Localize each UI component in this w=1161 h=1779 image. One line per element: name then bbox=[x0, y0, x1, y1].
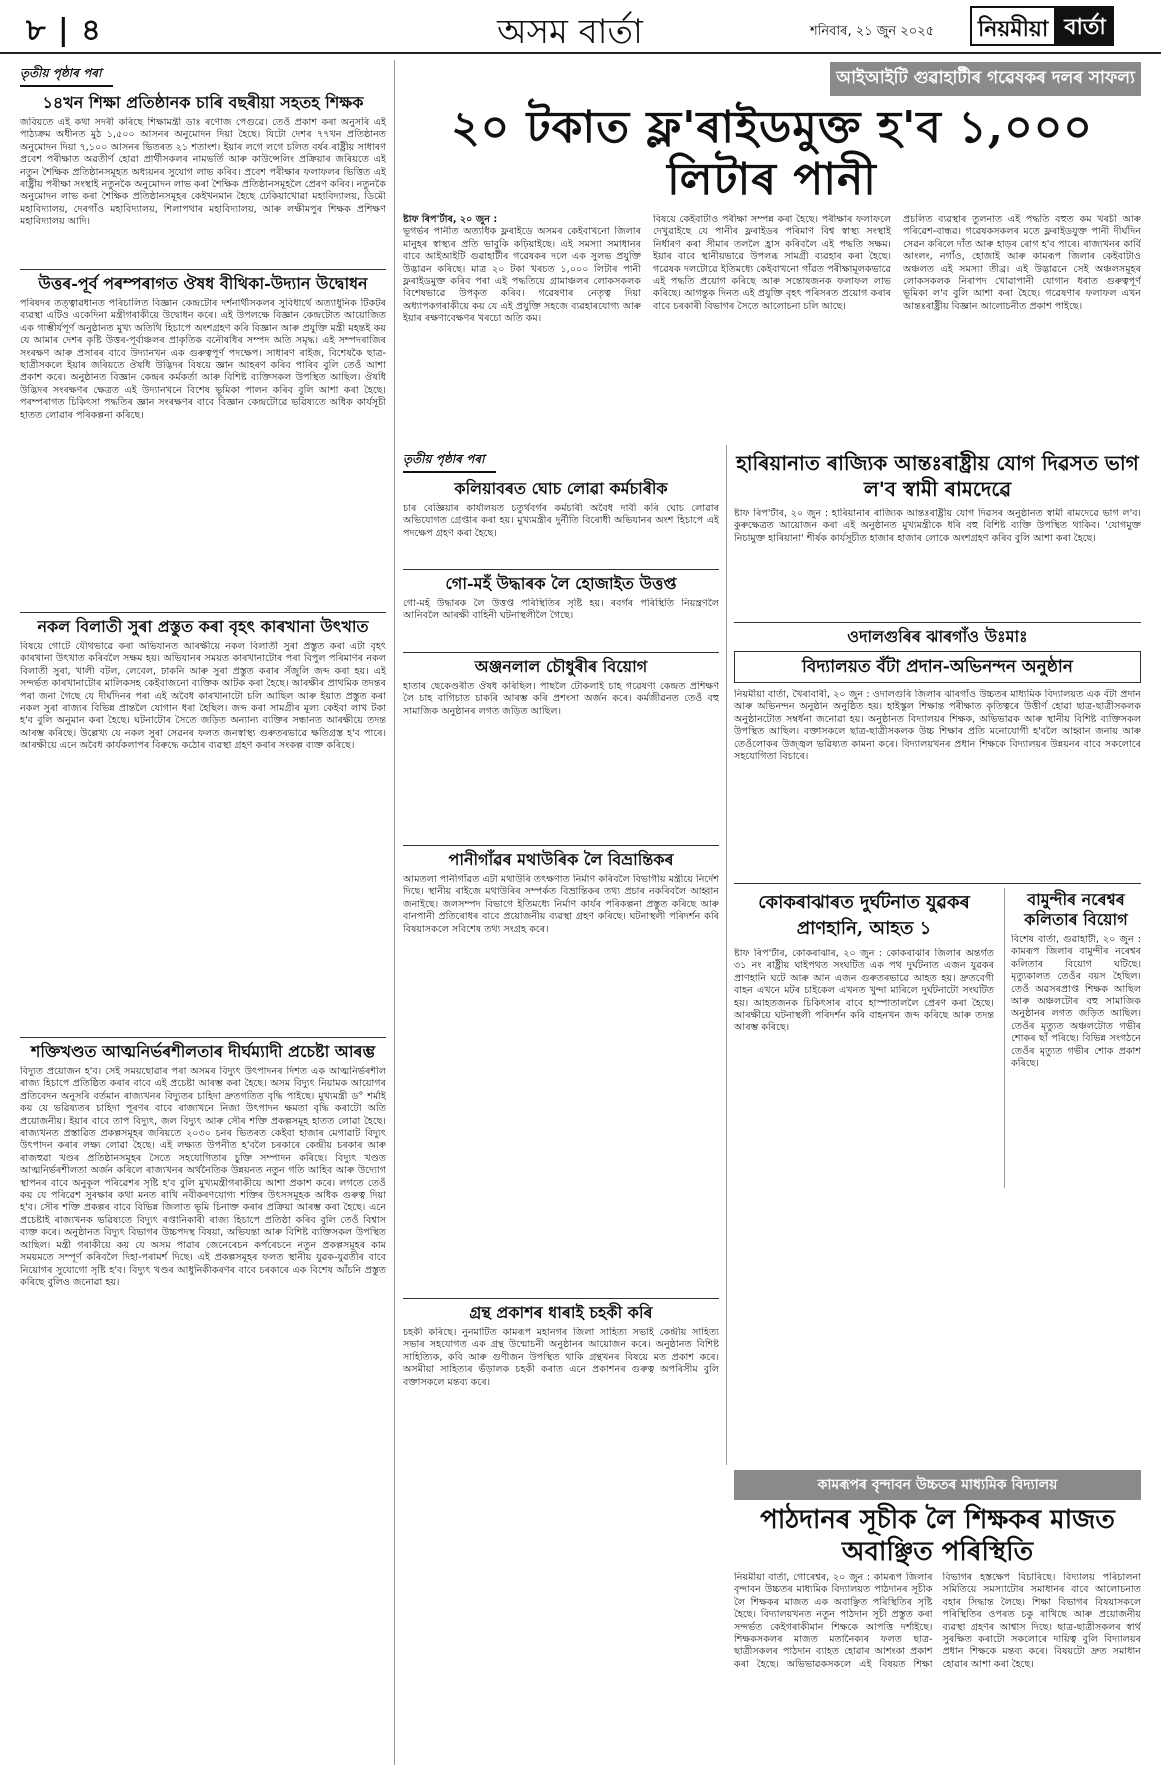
lead-story bbox=[403, 62, 1141, 442]
article-headline: গ্ৰন্থ প্ৰকাশৰ ধাৰাই চহকী কৰি bbox=[469, 1303, 653, 1322]
lead-headline: ২০ টকাত ফ্ল'ৰাইডমুক্ত হ'ব ১,০০০ লিটাৰ পানী bbox=[451, 102, 1093, 205]
lead-kicker: আইআইটি গুৱাহাটীৰ গৱেষকৰ দলৰ সাফল্য bbox=[830, 62, 1141, 96]
middle-column bbox=[403, 448, 719, 1763]
article-headline: হাৰিয়ানাত ৰাজ্যিক আন্তঃৰাষ্ট্ৰীয় যোগ দিৱসত ভাগ ল'ব স্বামী ৰামদেৱে bbox=[736, 451, 1139, 501]
article-body: বিষয়ে কেইবাটাও পৰীক্ষা সম্পন্ন কৰা হৈছে। পৰীক্ষাৰ ফলাফলে দেখুৱাইছে যে পানীৰ ফ্লৰাইডৰ পৰিমাণ বিশ্ব স্বাস্থ্য সংস্থাই নিৰ্ধাৰণ কৰা সীমাৰ তললৈ হ্ৰাস কৰিবলৈ এই পদ্ধতি সক্ষম। ইয়াৰ বাবে স্থানীয়ভাৱে উপলব্ধ সামগ্ৰী ব্যৱহাৰ কৰা হৈছে। গৱেষক দলটোৱে ইতিমধ্যে কেইবাখনো গাঁৱত পৰীক্ষামূলকভাৱে এই পদ্ধতি প্ৰয়োগ কৰিছে আৰু সন্তোষজনক ফলাফল লাভ কৰিছে। আগন্তুক দিনত এই প্ৰযুক্তি বৃহৎ পৰিসৰত প্ৰয়োগ কৰাৰ বাবে চৰকাৰী বিভাগৰ সৈতে আলোচনা চলি আছে। bbox=[653, 214, 891, 312]
article-body: চাৰ বেজ্ঞিয়াৰ কাৰ্যালয়ত চতুৰ্থবৰ্গৰ কৰ্মচাৰী অবৈধ দাবী কৰি ঘোচ লোৱাৰ অভিযোগত গ্ৰেপ্তাৰ কৰা হয়। মুখ্যমন্ত্ৰীৰ দুৰ্নীতি বিৰোধী অভিযানৰ অংশ হিচাপে এই পদক্ষেপ গ্ৰহণ কৰা হৈছে। bbox=[403, 503, 719, 539]
column-divider bbox=[394, 60, 395, 1765]
article-headline: ওদালগুৰিৰ ঝাৰগাঁও উঃমাঃ bbox=[847, 627, 1028, 646]
continued-label: তৃতীয় পৃষ্ঠাৰ পৰা bbox=[403, 451, 496, 473]
article-headline: উত্তৰ-পূৰ্ব পৰম্পৰাগত ঔষধ বীথিকা-উদ্যান উদ্বোধন bbox=[38, 274, 368, 293]
right-column bbox=[734, 448, 1141, 1468]
masthead bbox=[0, 0, 1161, 54]
issue-date: শনিবাৰ, ২১ জুন ২০২৫ bbox=[810, 24, 935, 39]
article-headline: পাঠদানৰ সূচীক লৈ শিক্ষকৰ মাজত অবাঞ্ছিত পৰিস্থিতি bbox=[760, 1505, 1115, 1567]
column-divider bbox=[726, 445, 727, 1465]
article-body: নিয়মীয়া বাৰ্তা, গোৰেশ্বৰ, ২০ জুন : কামৰূপ জিলাৰ বৃন্দাবন উচ্চতৰ মাধ্যমিক বিদ্যালয়ত পাঠদানৰ সূচীক লৈ শিক্ষকৰ মাজত এক অবাঞ্ছিত পৰিস্থিতিৰ সৃষ্টি হৈছে। বিদ্যালয়খনত নতুন পাঠদান সূচী প্ৰস্তুত কৰা সন্দৰ্ভত কেইগৰাকীমান শিক্ষকে আপত্তি দৰ্শাইছে। শিক্ষকসকলৰ মাজত মতানৈক্যৰ ফলত ছাত্ৰ-ছাত্ৰীসকলৰ পাঠদান ব্যাহত হোৱাৰ আশংকা প্ৰকাশ কৰা হৈছে। অভিভাৱকসকলে এই বিষয়ত শিক্ষা বিভাগৰ হস্তক্ষেপ বিচাৰিছে। বিদ্যালয় পৰিচালনা সমিতিয়ে সমস্যাটোৰ সমাধানৰ বাবে আলোচনাত বহাৰ সিদ্ধান্ত লৈছে। শিক্ষা বিভাগৰ বিষয়াসকলে পৰিস্থিতিৰ ওপৰত চকু ৰাখিছে আৰু প্ৰয়োজনীয় ব্যৱস্থা গ্ৰহণৰ আশ্বাস দিছে। ছাত্ৰ-ছাত্ৰীসকলৰ স্বাৰ্থ সুৰক্ষিত কৰাটো সকলোৰে দায়িত্ব বুলি বিদ্যালয়ৰ প্ৰধান শিক্ষকে মন্তব্য কৰে। বিষয়টো দ্ৰুত সমাধান হোৱাৰ আশা কৰা হৈছে। bbox=[734, 1572, 1141, 1670]
article-headline: ১৪খন শিক্ষা প্ৰতিষ্ঠানক চাৰি বছৰীয়া সহতহ শিক্ষক bbox=[42, 93, 364, 112]
article-body: প্ৰচলিত ব্যৱস্থাৰ তুলনাত এই পদ্ধতি বহুত কম খৰচী আৰু পৰিৱেশ-বান্ধৱ। গৱেষকসকলৰ মতে ফ্লৰাইডযুক্ত পানী দীৰ্ঘদিন সেৱন কৰিলে দাঁত আৰু হাড়ৰ ৰোগ হ'ব পাৰে। ৰাজ্যখনৰ কাৰ্বি আংলং, নগাঁও, হোজাই আৰু কামৰূপ জিলাৰ কেইবাটাও অঞ্চলত এই সমস্যা তীব্ৰ। এই উদ্ভাৱনে সেই অঞ্চলসমূহৰ লোকসকলক নিৰাপদ খোৱাপানী যোগান ধৰাত গুৰুত্বপূৰ্ণ ভূমিকা ল'ব বুলি আশা কৰা হৈছে। গৱেষণাৰ ফলাফল এখন আন্তঃৰাষ্ট্ৰীয় বিজ্ঞান আলোচনীত প্ৰকাশ পাইছে। bbox=[903, 214, 1141, 312]
story-kicker: কামৰূপৰ বৃন্দাবন উচ্চতৰ মাধ্যমিক বিদ্যালয় bbox=[734, 1470, 1141, 1500]
article-headline: নকল বিলাতী সুৰা প্ৰস্তুত কৰা বৃহৎ কাৰখানা উৎখাত bbox=[37, 617, 369, 636]
page-number: ৮ | ৪ bbox=[26, 13, 102, 48]
bottom-right-story bbox=[734, 1470, 1141, 1765]
article-body: জবিয়তে এই কথা সদৰী কৰিছে শিক্ষামন্ত্ৰী ডাঃ ৰণোজ পেগুৱে। তেওঁ প্ৰকাশ কৰা অনুসৰি এই পাঠ্যক্ৰম অধীনত মুঠ ১,৫০০ আসনৰ অনুমোদন দিয়া হৈছে। যিটো দেশৰ ৭৭খন প্ৰতিষ্ঠানত অনুমোদন দিয়া ৭,১০০ আসনৰ ভিতৰত ২১ শতাংশ। ইয়াৰ লগে লগে চলিত বৰ্ষৰ ৰাষ্ট্ৰীয় সাধাৰণ প্ৰবেশ পৰীক্ষাত অৱতীৰ্ণ হোৱা প্ৰাৰ্থীসকলৰ নামভৰ্তি আৰু কাউন্সেলিং প্ৰক্ৰিয়াৰ জৰিয়তে এই নতুন শৈক্ষিক প্ৰতিষ্ঠানসমূহত অধ্যয়নৰ সুযোগ লাভ কৰিব। প্ৰবেশ পৰীক্ষাৰ ফলাফলৰ ভিত্তিত এই ৰাষ্ট্ৰীয় পৰীক্ষা সংস্থাই নতুনকৈ অনুমোদন লাভ কৰা শৈক্ষিক প্ৰতিষ্ঠানসমূহলৈ প্ৰেৰণ কৰিব। নতুনকৈ অনুমোদন লাভ কৰা শৈক্ষিক প্ৰতিষ্ঠানসমূহৰ কেইখনমান হৈছে ঢেকিয়াখোৱা মহাবিদ্যালয়, ডিমৌ মহাবিদ্যালয়, দেৰগাঁও মহাবিদ্যালয়, শিলাপথাৰ মহাবিদ্যালয়, আৰু লক্ষীমপুৰ শিক্ষক প্ৰশিক্ষণ মহাবিদ্যালয় আদি। bbox=[20, 117, 386, 228]
article-body: পৰিষদৰ তত্ত্বাৱধানত পৰিচালিত বিজ্ঞান কেন্দ্ৰটোৰ দৰ্শনাৰ্থীসকলৰ সুবিধাৰ্থে অত্যাধুনিক টিকটৰ ব্যৱস্থা এটিও একেদিনা মন্ত্ৰীগৰাকীয়ে উদ্বোধন কৰে। এই উপলক্ষে বিজ্ঞান কেন্দ্ৰটোত আয়োজিত এক গাম্ভীৰ্যপূৰ্ণ অনুষ্ঠানত মুখ্য অতিথি হিচাপে অংশগ্ৰহণ কৰি বিজ্ঞান আৰু প্ৰযুক্তি মন্ত্ৰী মহন্তই কয় যে আমাৰ দেশৰ কৃষ্টি উত্তৰ-পূৰ্বাঞ্চলৰ প্ৰাকৃতিক বনৌষধিৰ সম্পদ অতি সমৃদ্ধ। এই সম্পদৰাজিৰ সংৰক্ষণ আৰু প্ৰসাৰৰ বাবে উদ্যানখন এক গুৰুত্বপূৰ্ণ পদক্ষেপ। সাধাৰণ ৰাইজ, বিশেষকৈ ছাত্ৰ-ছাত্ৰীসকলে ইয়াৰ জৰিয়তে ঔষধি উদ্ভিদৰ বিষয়ে জ্ঞান আহৰণ কৰিব পাৰিব বুলি তেওঁ আশা প্ৰকাশ কৰে। অনুষ্ঠানত বিজ্ঞান কেন্দ্ৰৰ কৰ্মকৰ্তা আৰু বিশিষ্ট ব্যক্তিসকল উপস্থিত আছিল। ঔষধি উদ্ভিদৰ সংৰক্ষণৰ ক্ষেত্ৰত এই উদ্যানখনে বিশেষ ভূমিকা পালন কৰিব বুলি আশা কৰা হৈছে। পৰম্পৰাগত চিকিৎসা পদ্ধতিৰ জ্ঞান সংৰক্ষণৰ বাবে বিজ্ঞান কেন্দ্ৰটোৱে ভৱিষ্যতে অধিক কাৰ্যসূচী হাতত লোৱাৰ পৰিকল্পনা কৰিছে। bbox=[20, 298, 386, 421]
article-body: গো-মহঁ উদ্ধাৰক লৈ উত্তপ্ত পৰিস্থিতিৰ সৃষ্টি হয়। ৰবৰ্গৰ পৰিস্থিতি নিয়ন্ত্ৰণলৈ আনিবলৈ আৰক্ষী বাহিনী ঘটনাস্থলীলৈ গৈছে। bbox=[403, 598, 719, 622]
left-column bbox=[20, 62, 386, 1767]
article-body: হাতাৰ ছেকেণ্ডৰীত ঔষধ কৰিছিল। পাছলৈ টোকলাই চাহ গৱেষণা কেন্দ্ৰত প্ৰশিক্ষণ লৈ চাহ বাগিচাত চাকৰি আৰম্ভ কৰি প্ৰশংসা অৰ্জন কৰে। কৰ্মজীৱনত তেওঁ বহু সামাজিক অনুষ্ঠানৰ লগত জড়িত আছিল। bbox=[403, 681, 719, 717]
article-body: চহকী কৰিছে। নুনমাটিত কামৰূপ মহানগৰ জিলা সাহিত্য সভাই কেন্দ্ৰীয় সাহিত্য সভাৰ সহযোগত এক গ্ৰন্থ উন্মোচনী অনুষ্ঠানৰ আয়োজন কৰে। অনুষ্ঠানত বিশিষ্ট সাহিত্যিক, কবি আৰু গুণীজন উপস্থিত থাকি গ্ৰন্থখনৰ বিষয়ে মত প্ৰকাশ কৰে। অসমীয়া সাহিত্যৰ ভঁড়ালক চহকী কৰাত এনে প্ৰকাশনৰ গুৰুত্ব অপৰিসীম বুলি বক্তাসকলে মন্তব্য কৰে। bbox=[403, 1327, 719, 1388]
article-headline: অঞ্জনলাল চৌধুৰীৰ বিয়োগ bbox=[474, 657, 648, 676]
section-title: অসম বাৰ্তা bbox=[497, 12, 643, 52]
article-subheadline: বিদ্যালয়ত বঁটা প্ৰদান-অভিনন্দন অনুষ্ঠান bbox=[734, 651, 1141, 683]
article-headline: কোকৰাঝাৰত দুৰ্ঘটনাত যুৱকৰ প্ৰাণহানি, আহত ১ bbox=[758, 892, 970, 939]
article-headline: শক্তিখণ্ডত আত্মনিৰ্ভৰশীলতাৰ দীৰ্ঘম্যাদী প্ৰচেষ্টা আৰম্ভ bbox=[30, 1042, 376, 1061]
logo-part-2: বাৰ্তা bbox=[1056, 6, 1114, 46]
continued-label: তৃতীয় পৃষ্ঠাৰ পৰা bbox=[20, 65, 113, 87]
article-body: ষ্টাফ ৰিপ'ৰ্টাৰ, কোকৰাঝাৰ, ২০ জুন : কোকৰাঝাৰ জিলাৰ অন্তৰ্গত ৩১ নং ৰাষ্ট্ৰীয় ঘাইপথত সংঘটিত এক পথ দুৰ্ঘটনাত এজন যুৱকৰ প্ৰাণহানি ঘটে আৰু আন এজন গুৰুতৰভাৱে আহত হয়। দ্ৰুতবেগী বাহন এখনে মটৰ চাইকেল এখনত খুন্দা মাৰিলে দুৰ্ঘটনাটো সংঘটিত হয়। আহতজনক চিকিৎসাৰ বাবে হাস্পাতাললৈ প্ৰেৰণ কৰা হৈছে। আৰক্ষীয়ে ঘটনাস্থলী পৰিদৰ্শন কৰি বাহনখন জব্দ কৰিছে আৰু তদন্ত আৰম্ভ কৰিছে। bbox=[734, 948, 994, 1034]
article-body: ষ্টাফ ৰিপ'ৰ্টাৰ, ২০ জুন : হাৰিয়ানাৰ ৰাজ্যিক আন্তঃৰাষ্ট্ৰীয় যোগ দিৱসৰ অনুষ্ঠানত স্বামী ৰামদেৱে ভাগ ল'ব। কুৰুক্ষেত্ৰত আয়োজন কৰা এই অনুষ্ঠানত মুখ্যমন্ত্ৰীকে ধৰি বহু বিশিষ্ট ব্যক্তি উপস্থিত থাকিব। 'যোগমুক্ত নিচামুক্ত হাৰিয়ানা' শীৰ্ষক কাৰ্যসূচীত হাজাৰ হাজাৰ লোকে অংশগ্ৰহণ কৰিব বুলি আশা কৰা হৈছে। bbox=[734, 508, 1141, 544]
article-headline: পানীগাঁৱৰ মথাউৰিক লৈ বিভ্ৰান্তিকৰ bbox=[448, 850, 674, 869]
article-headline: কলিয়াবৰত ঘোচ লোৱা কৰ্মচাৰীক bbox=[454, 479, 668, 498]
lead-byline: ষ্টাফ ৰিপ'ৰ্টাৰ, ২০ জুন : bbox=[403, 214, 498, 225]
article-body: আমতলা পানীগাঁৱত এটা মথাউৰি তৎক্ষণাত নিৰ্মাণ কৰিবলৈ বিভাগীয় মন্ত্ৰীয়ে নিৰ্দেশ দিছে। স্থানীয় ৰাইজে মথাউৰিৰ সম্পৰ্কত বিভ্ৰান্তিকৰ তথ্য প্ৰচাৰ নকৰিবলৈ আহ্বান জনাইছে। জলসম্পদ বিভাগে ইতিমধ্যে নিৰ্মাণ কাৰ্যৰ পৰিকল্পনা প্ৰস্তুত কৰিছে আৰু বানপানী প্ৰতিৰোধৰ বাবে প্ৰয়োজনীয় ব্যৱস্থা গ্ৰহণ কৰিছে। ঘটনাস্থলী পৰিদৰ্শন কৰি বিষয়াসকলে সবিশেষ তথ্য সংগ্ৰহ কৰে। bbox=[403, 874, 719, 935]
article-body: ভূগৰ্ভৰ পানীত অত্যধিক ফ্লৰাইডে অসমৰ কেইবাখনো জিলাৰ মানুহৰ স্বাস্থ্যৰ প্ৰতি ভাবুকি কঢ়িয়াইছে। এই সমস্যা সমাধানৰ বাবে আইআইটি গুৱাহাটীৰ গৱেষকৰ দলে এক সুলভ প্ৰযুক্তি উদ্ভাৱন কৰিছে। মাত্ৰ ২০ টকা খৰচত ১,০০০ লিটাৰ পানী ফ্লৰাইডমুক্ত কৰিব পৰা এই পদ্ধতিয়ে গ্ৰামাঞ্চলৰ লোকসকলক বিশেষভাৱে উপকৃত কৰিব। গৱেষণাৰ নেতৃত্ব দিয়া অধ্যাপকগৰাকীয়ে কয় যে এই প্ৰযুক্তি সহজে ব্যৱহাৰযোগ্য আৰু ইয়াৰ ৰক্ষণাবেক্ষণৰ খৰচো অতি কম। bbox=[403, 226, 641, 325]
newspaper-logo bbox=[970, 6, 1114, 46]
article-headline: গো-মহঁ উদ্ধাৰক লৈ হোজাইত উত্তপ্ত bbox=[445, 574, 677, 593]
article-body: বিশেষ বাৰ্তা, গুৱাহাটী, ২০ জুন : কামৰূপ জিলাৰ বামুন্দীৰ নৰেশ্বৰ কলিতাৰ বিয়োগ ঘটিছে। মৃত্যুকালত তেওঁৰ বয়স হৈছিল। তেওঁ অৱসৰপ্ৰাপ্ত শিক্ষক আছিল আৰু অঞ্চলটোৰ বহু সামাজিক অনুষ্ঠানৰ লগত জড়িত আছিল। তেওঁৰ মৃত্যুত অঞ্চলটোত গভীৰ শোকৰ ছাঁ পৰিছে। বিভিন্ন সংগঠনে তেওঁৰ মৃত্যুত গভীৰ শোক প্ৰকাশ কৰিছে। bbox=[1011, 934, 1141, 1070]
article-headline: বামুন্দীৰ নৰেশ্বৰ কলিতাৰ বিয়োগ bbox=[1024, 890, 1128, 929]
article-body: নিয়মীয়া বাৰ্তা, খৈৰাবাৰী, ২০ জুন : ওদালগুৰি জিলাৰ ঝাৰগাঁও উচ্চতৰ মাধ্যমিক বিদ্যালয়ত এক বঁটা প্ৰদান আৰু অভিনন্দন অনুষ্ঠান অনুষ্ঠিত হয়। হাইস্কুল শিক্ষান্ত পৰীক্ষাত কৃতিত্বৰে উত্তীৰ্ণ হোৱা ছাত্ৰ-ছাত্ৰীসকলক অনুষ্ঠানটোত সম্বৰ্ধনা জনোৱা হয়। অনুষ্ঠানত বিদ্যালয়ৰ শিক্ষক, অভিভাৱক আৰু স্থানীয় বিশিষ্ট ব্যক্তিসকল উপস্থিত আছিল। বক্তাসকলে ছাত্ৰ-ছাত্ৰীসকলক উচ্চ শিক্ষাৰ প্ৰতি মনোযোগী হ'বলৈ আহ্বান জনায় আৰু তেওঁলোকৰ উজ্জ্বল ভৱিষ্যত কামনা কৰে। বিদ্যালয়খনৰ প্ৰধান শিক্ষকে বিদ্যালয়ৰ উন্নয়নৰ বাবে সকলোৰে সহযোগিতা বিচাৰে। bbox=[734, 689, 1141, 763]
article-body: বিষয়ে গোটে যৌথভাৱে কৰা অভিযানত আৰক্ষীয়ে নকল বিলাতী সুৰা প্ৰস্তুত কৰা এটা বৃহৎ কাৰখানা উৎখাত কৰিবলৈ সক্ষম হয়। অভিযানৰ সময়ত কাৰখানাটোৰ পৰা বিপুল পৰিমাণৰ নকল বিলাতী সুৰা, খালী বটল, লেবেল, ঢাকনি আৰু সুৰা প্ৰস্তুত কৰাৰ সঁজুলি জব্দ কৰা হয়। এই সন্দৰ্ভত কাৰখানাটোৰ মালিকসহ কেইবাজনো ব্যক্তিক আটক কৰা হৈছে। আৰক্ষীৰ প্ৰাথমিক তদন্তৰ পৰা জনা গৈছে যে দীৰ্ঘদিনৰ পৰা এই অবৈধ কাৰখানাটো চলি আছিল আৰু ইয়াত প্ৰস্তুত কৰা নকল সুৰা ৰাজ্যৰ বিভিন্ন প্ৰান্তলৈ যোগান ধৰা হৈছিল। জব্দ কৰা সামগ্ৰীৰ মূল্য কেইবা লাখ টকা হ'ব বুলি অনুমান কৰা হৈছে। ঘটনাটোৰ সৈতে জড়িত অন্যান্য ব্যক্তিৰ সন্ধানত আৰক্ষীয়ে তদন্ত আৰম্ভ কৰিছে। উল্লেখ্য যে নকল সুৰা সেৱনৰ ফলত জনস্বাস্থ্য গুৰুতৰভাৱে ক্ষতিগ্ৰস্ত হ'ব পাৰে। আৰক্ষীয়ে এনে অবৈধ কাৰ্যকলাপৰ বিৰুদ্ধে কঠোৰ ব্যৱস্থা গ্ৰহণ কৰাৰ সংকল্প ব্যক্ত কৰিছে। bbox=[20, 641, 386, 752]
article-body: বিদ্যুত প্ৰয়োজন হ'ব। সেই সময়ছোৱাৰ পৰা অসমৰ বিদ্যুৎ উৎপাদনৰ দিশত এক আত্মনিৰ্ভৰশীল ৰাজ্য হিচাপে প্ৰতিষ্ঠিত কৰাৰ বাবে এই প্ৰচেষ্টা আৰম্ভ কৰা হৈছে। অসম বিদ্যুৎ নিয়ামক আয়োগৰ প্ৰতিবেদন অনুসৰি বৰ্তমান ৰাজ্যখনৰ বিদ্যুতৰ চাহিদা দ্ৰুতগতিত বৃদ্ধি পাইছে। মুখ্যমন্ত্ৰী ড° শৰ্মাই কয় যে ভৱিষ্যতৰ চাহিদা পূৰণৰ বাবে ৰাজ্যখনে নিজা উৎপাদন ক্ষমতা বৃদ্ধি কৰাটো অতি প্ৰয়োজনীয়। ইয়াৰ বাবে তাপ বিদ্যুৎ, জল বিদ্যুৎ আৰু সৌৰ শক্তি প্ৰকল্পসমূহ হাতত লোৱা হৈছে। ৰাজ্যখনত প্ৰস্তাৱিত প্ৰকল্পসমূহৰ জৰিয়তে ২০৩০ চনৰ ভিতৰত কেইবা হাজাৰ মেগাৱাট বিদ্যুৎ উৎপাদন কৰাৰ লক্ষ্য লোৱা হৈছে। এই লক্ষ্যত উপনীত হ'বলৈ চৰকাৰে কেন্দ্ৰীয় চৰকাৰ আৰু ৰাজহুৱা খণ্ডৰ প্ৰতিষ্ঠানসমূহৰ সৈতে সহযোগিতাৰ চুক্তি সম্পাদন কৰিছে। বিদ্যুৎ খণ্ডত আত্মনিৰ্ভৰশীলতা অৰ্জন কৰিলে ৰাজ্যখনৰ অৰ্থনৈতিক উন্নয়নত নতুন গতি আহিব আৰু উদ্যোগ স্থাপনৰ বাবে অনুকূল পৰিৱেশৰ সৃষ্টি হ'ব বুলি মুখ্যমন্ত্ৰীগৰাকীয়ে আশা প্ৰকাশ কৰে। লগতে তেওঁ কয় যে পৰিৱেশ সুৰক্ষাৰ কথা মনত ৰাখি নবীকৰণযোগ্য শক্তিৰ উৎসসমূহক অধিক গুৰুত্ব দিয়া হ'ব। সৌৰ শক্তি প্ৰকল্পৰ বাবে বিভিন্ন জিলাত ভূমি চিনাক্ত কৰাৰ প্ৰক্ৰিয়া আৰম্ভ কৰা হৈছে। এনে প্ৰচেষ্টাই ৰাজ্যখনক ভৱিষ্যতে বিদ্যুৎ ৰপ্তানিকাৰী ৰাজ্য হিচাপে প্ৰতিষ্ঠা কৰিব বুলি তেওঁ বিশ্বাস ব্যক্ত কৰে। অনুষ্ঠানত বিদ্যুৎ বিভাগৰ উচ্চপদস্থ বিষয়া, অভিযন্তা আৰু বিশিষ্ট ব্যক্তিসকল উপস্থিত আছিল। মন্ত্ৰী গৰাকীয়ে কয় যে অসম পাৱাৰ জেনেৰেচন কৰ্পৰেচনে নতুন প্ৰকল্পসমূহৰ কাম সময়মতে সম্পূৰ্ণ কৰিবলৈ দিহা-পৰামৰ্শ দিছে। এই প্ৰকল্পসমূহৰ ফলত স্থানীয় যুৱক-যুৱতীৰ বাবে নিয়োগৰ সুযোগো সৃষ্টি হ'ব। বিদ্যুৎ খণ্ডৰ আধুনিকীকৰণৰ বাবে চৰকাৰে এক বিশেষ আঁচনি প্ৰস্তুত কৰিছে বুলিও জনোৱা হয়। bbox=[20, 1066, 386, 1288]
logo-part-1: নিয়মীয়া bbox=[970, 6, 1056, 46]
